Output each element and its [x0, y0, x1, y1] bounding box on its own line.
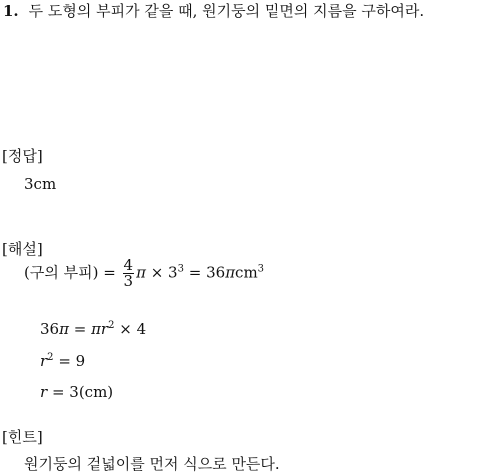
times-three: × 3: [145, 263, 178, 282]
question-row: [3, 2, 424, 20]
sphere-volume-label: (구의 부피) =: [24, 263, 121, 282]
radius-variable: r: [100, 320, 109, 338]
times-four: × 4: [114, 320, 147, 338]
pi-symbol: π: [136, 263, 146, 282]
hint-text: 원기둥의 겉넓이를 먼저 식으로 만든다.: [24, 455, 280, 473]
solution-line-1: [24, 258, 264, 289]
radius-variable-3: r: [40, 383, 48, 401]
radius-result: = 3(cm): [47, 383, 114, 401]
unit-exponent: 3: [257, 263, 265, 275]
unit-cm: cm: [235, 263, 258, 282]
pi-symbol-2: π: [225, 263, 236, 282]
fraction-denominator: 3: [123, 272, 134, 290]
square-exponent: 2: [108, 320, 115, 331]
solution-line-4: [40, 383, 113, 401]
lhs-36: 36: [40, 320, 60, 338]
pi-symbol-4: π: [91, 320, 101, 338]
equals-sign: =: [68, 320, 92, 338]
answer-heading: [정답]: [2, 147, 43, 165]
solution-line-2: [40, 320, 146, 338]
equals-nine: = 9: [53, 352, 86, 370]
radius-variable-2: r: [40, 352, 48, 370]
solution-heading: [해설]: [2, 240, 43, 258]
answer-value: 3cm: [24, 175, 57, 193]
solution-line-3: [40, 352, 85, 370]
pi-symbol-3: π: [59, 320, 69, 338]
fraction-numerator: 4: [123, 256, 134, 274]
square-exponent-2: 2: [47, 352, 54, 363]
hint-heading: [힌트]: [2, 428, 43, 446]
fraction-four-thirds: [123, 258, 135, 289]
cube-exponent: 3: [177, 263, 184, 275]
question-number: 1.: [3, 2, 19, 20]
question-text: 두 도형의 부피가 같을 때, 원기둥의 밑면의 지름을 구하여라.: [28, 2, 425, 20]
equals-36: = 36: [183, 263, 226, 282]
